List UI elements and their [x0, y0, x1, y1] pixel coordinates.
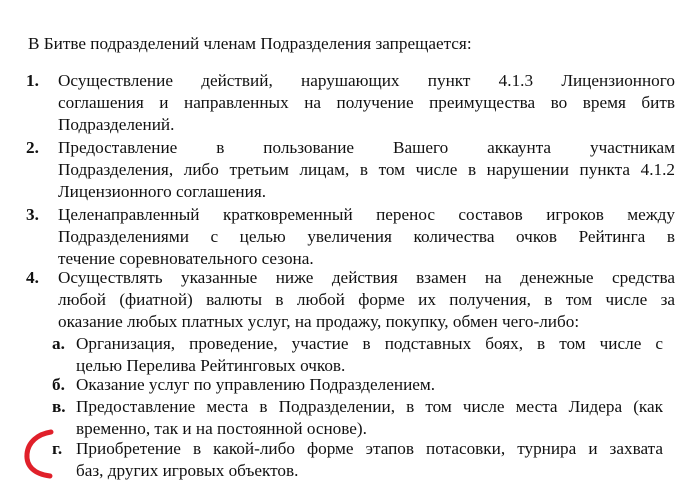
- text-line: Оказание услуг по управлению Подразделением.: [76, 375, 436, 394]
- text-line: Осуществление действий, нарушающих пункт 4.1.3 Лицензионного: [58, 71, 675, 90]
- sub-item-letter: в.: [52, 397, 66, 416]
- sub-item-text: [76, 333, 663, 377]
- text-line: баз, других игровых объектов.: [76, 461, 299, 480]
- sub-item-text: [76, 374, 663, 396]
- text-line: Организация, проведение, участие в подставных боях, в том числе с: [76, 334, 663, 353]
- text-line: Осуществлять указанные ниже действия взамен на денежные средства: [58, 268, 675, 287]
- list-item-text: [58, 137, 675, 203]
- sub-item-letter: а.: [52, 334, 65, 353]
- list-number: 1.: [26, 71, 39, 90]
- list-number: 3.: [26, 205, 39, 224]
- list-number: 2.: [26, 138, 39, 157]
- text-line: Предоставление места в Подразделении, в том числе места Лидера (как: [76, 397, 663, 416]
- text-line: оказание любых платных услуг, на продажу, покупку, обмен чего-либо:: [58, 312, 580, 331]
- sub-item-letter: б.: [52, 375, 65, 394]
- sub-item-letter: г.: [52, 439, 63, 458]
- text-line: Подразделения, либо третьим лицам, в том числе в нарушении пункта 4.1.2: [58, 160, 675, 179]
- text-line: Подразделениями с целью увеличения количества очков Рейтинга в: [58, 227, 675, 246]
- text-line: течение соревновательного сезона.: [58, 249, 314, 268]
- text-line: Лицензионного соглашения.: [58, 182, 267, 201]
- intro-paragraph: В Битве подразделений членам Подразделения запрещается:: [28, 34, 472, 53]
- text-line: целью Перелива Рейтинговых очков.: [76, 356, 346, 375]
- text-line: соглашения и направленных на получение преимущества во время битв: [58, 93, 675, 112]
- list-item-text: [58, 70, 675, 136]
- list-number: 4.: [26, 268, 39, 287]
- text-line: Целенаправленный кратковременный перенос составов игроков между: [58, 205, 675, 224]
- sub-item-text: [76, 396, 663, 440]
- list-item-text: [58, 267, 675, 333]
- list-item-text: [58, 204, 675, 270]
- text-line: Подразделений.: [58, 115, 175, 134]
- text-line: любой (фиатной) валюты в любой форме их получения, в том числе за: [58, 290, 675, 309]
- text-line: временно, так и на постоянной основе).: [76, 419, 367, 438]
- text-line: Предоставление в пользование Вашего аккаунта участникам: [58, 138, 675, 157]
- sub-item-text: [76, 438, 663, 482]
- text-line: Приобретение в какой-либо форме этапов потасовки, турнира и захвата: [76, 439, 663, 458]
